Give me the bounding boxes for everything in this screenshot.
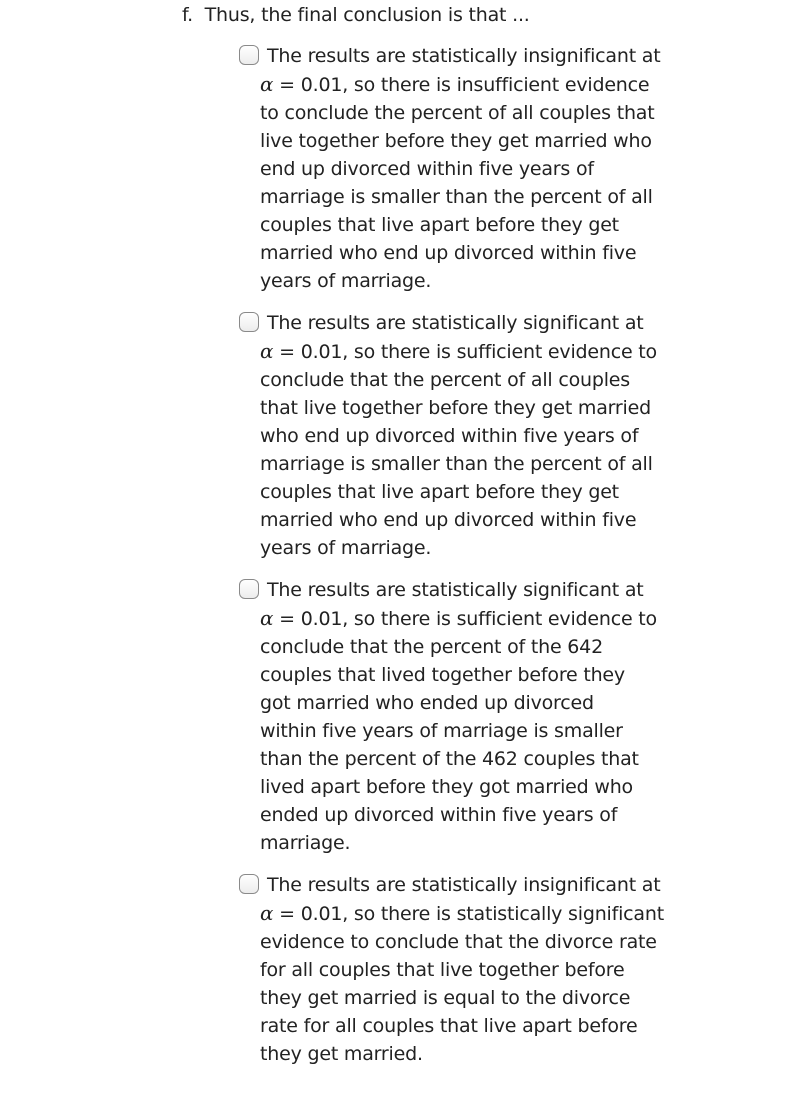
answer-option-4[interactable] bbox=[239, 871, 669, 1068]
option-4-text bbox=[239, 871, 669, 1068]
option-text-line: they get married is equal to the divorce bbox=[260, 987, 631, 1009]
option-text-line: within five years of marriage is smaller bbox=[260, 720, 623, 742]
option-4-checkbox[interactable] bbox=[239, 874, 259, 894]
option-text-line: couples that lived together before they bbox=[260, 664, 625, 686]
option-text-line: got married who ended up divorced bbox=[260, 692, 594, 714]
option-text-line: marriage is smaller than the percent of all bbox=[260, 186, 653, 208]
answer-option-1[interactable] bbox=[239, 42, 669, 295]
option-text-line: couples that live apart before they get bbox=[260, 214, 619, 236]
option-3-checkbox[interactable] bbox=[239, 579, 259, 599]
option-text-line: lived apart before they got married who bbox=[260, 776, 633, 798]
option-text-line: who end up divorced within five years of bbox=[260, 425, 639, 447]
option-text-line: couples that live apart before they get bbox=[260, 481, 619, 503]
option-text-line: they get married. bbox=[260, 1043, 423, 1065]
option-text-line: married who end up divorced within five bbox=[260, 509, 637, 531]
option-text-line: for all couples that live together before bbox=[260, 959, 625, 981]
alpha-symbol: α bbox=[260, 901, 274, 925]
option-text-line: α = 0.01, so there is insufficient evidence bbox=[260, 72, 650, 96]
option-text-line: rate for all couples that live apart before bbox=[260, 1015, 638, 1037]
option-text-line: end up divorced within five years of bbox=[260, 158, 594, 180]
question-prompt bbox=[182, 2, 530, 28]
option-text-line: The results are statistically significant at bbox=[267, 312, 644, 334]
option-text-line: evidence to conclude that the divorce rate bbox=[260, 931, 657, 953]
option-1-checkbox[interactable] bbox=[239, 45, 259, 65]
option-text-line: The results are statistically insignificant at bbox=[267, 45, 661, 67]
answer-options bbox=[239, 42, 669, 1068]
option-text-line: marriage is smaller than the percent of all bbox=[260, 453, 653, 475]
option-text-line: α = 0.01, so there is sufficient evidence to bbox=[260, 606, 657, 630]
alpha-symbol: α bbox=[260, 339, 274, 363]
option-text-line: marriage. bbox=[260, 832, 351, 854]
option-text-line: live together before they get married who bbox=[260, 130, 652, 152]
answer-option-2[interactable] bbox=[239, 309, 669, 562]
option-text-line: ended up divorced within five years of bbox=[260, 804, 618, 826]
alpha-symbol: α bbox=[260, 72, 274, 96]
option-text-line: conclude that the percent of all couples bbox=[260, 369, 630, 391]
option-text-line: than the percent of the 462 couples that bbox=[260, 748, 639, 770]
option-text-line: α = 0.01, so there is statistically significant bbox=[260, 901, 664, 925]
alpha-symbol: α bbox=[260, 606, 274, 630]
option-text-line: that live together before they get married bbox=[260, 397, 651, 419]
option-3-text bbox=[239, 576, 669, 857]
option-text-line: years of marriage. bbox=[260, 537, 432, 559]
option-text-line: The results are statistically significant at bbox=[267, 579, 644, 601]
question-text: Thus, the final conclusion is that ... bbox=[204, 4, 530, 26]
option-text-line: The results are statistically insignificant at bbox=[267, 874, 661, 896]
option-text-line: α = 0.01, so there is sufficient evidence to bbox=[260, 339, 657, 363]
question-label: f. bbox=[182, 4, 193, 26]
option-2-text bbox=[239, 309, 669, 562]
option-2-checkbox[interactable] bbox=[239, 312, 259, 332]
option-text-line: conclude that the percent of the 642 bbox=[260, 636, 603, 658]
option-text-line: to conclude the percent of all couples that bbox=[260, 102, 655, 124]
answer-option-3[interactable] bbox=[239, 576, 669, 857]
option-text-line: years of marriage. bbox=[260, 270, 432, 292]
option-text-line: married who end up divorced within five bbox=[260, 242, 637, 264]
option-1-text bbox=[239, 42, 669, 295]
